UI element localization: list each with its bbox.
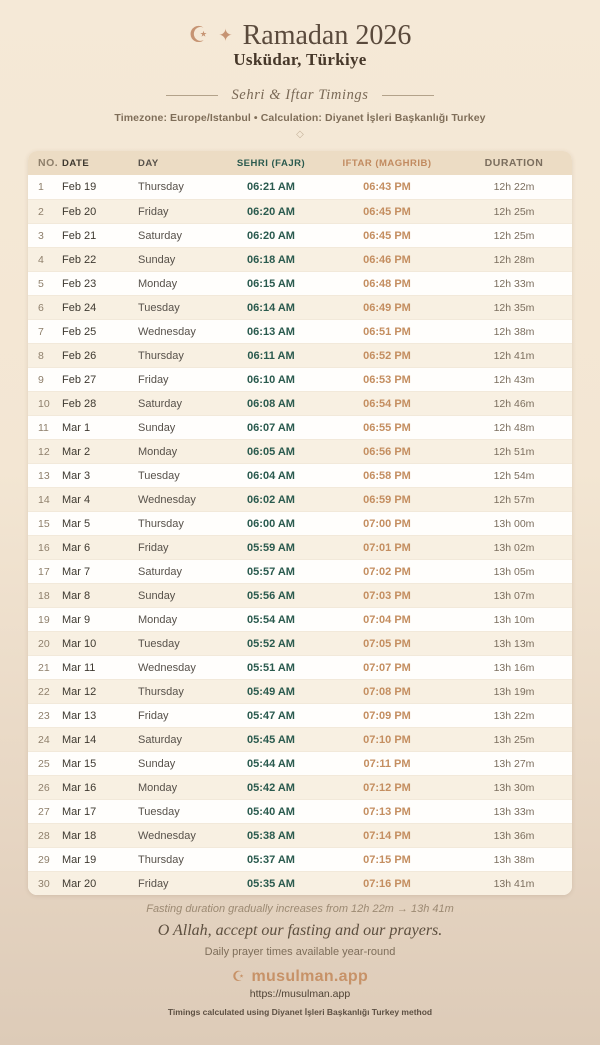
row-number: 17 <box>38 565 50 578</box>
sehri-time-cell: 06:15 AM <box>247 277 295 290</box>
brand-url-link[interactable]: https://musulman.app <box>249 988 351 1000</box>
duration-cell: 12h 38m <box>493 325 535 338</box>
row-number: 26 <box>38 781 50 794</box>
table-row <box>28 343 572 367</box>
day-cell: Friday <box>138 877 169 890</box>
table-row <box>28 223 572 247</box>
table-row <box>28 559 572 583</box>
iftar-time-cell: 07:14 PM <box>363 829 411 842</box>
calculation-method-note: Timings calculated using Diyanet İşleri Başkanlığı Turkey method <box>167 1007 433 1017</box>
column-header-date: DATE <box>62 157 90 169</box>
page-header <box>0 0 600 141</box>
sehri-time-cell: 05:40 AM <box>247 805 295 818</box>
table-row <box>28 871 572 895</box>
sehri-time-cell: 05:42 AM <box>247 781 295 794</box>
day-cell: Sunday <box>138 589 176 602</box>
iftar-time-cell: 06:43 PM <box>363 181 411 193</box>
date-cell: Mar 8 <box>62 589 91 602</box>
duration-cell: 12h 57m <box>493 493 535 506</box>
day-cell: Tuesday <box>138 301 180 314</box>
day-cell: Saturday <box>138 229 183 242</box>
table-row <box>28 511 572 535</box>
column-header-day: DAY <box>138 157 159 169</box>
crescent-star-icon: ☪ <box>188 23 209 48</box>
sehri-time-cell: 06:08 AM <box>247 397 295 410</box>
sehri-time-cell: 06:10 AM <box>247 373 295 386</box>
page-footer <box>0 903 600 1017</box>
sehri-time-cell: 05:52 AM <box>247 637 295 650</box>
sehri-time-cell: 06:14 AM <box>247 301 295 314</box>
iftar-time-cell: 06:56 PM <box>363 445 411 458</box>
day-cell: Tuesday <box>138 469 180 482</box>
duration-cell: 13h 10m <box>493 613 535 626</box>
table-row <box>28 367 572 391</box>
row-number: 21 <box>38 661 50 674</box>
day-cell: Wednesday <box>138 493 196 506</box>
title-row <box>0 20 600 52</box>
duration-cell: 12h 25m <box>493 205 535 218</box>
tagline-text: Sehri & Iftar Timings <box>231 87 369 103</box>
dua-text: O Allah, accept our fasting and our prayers. <box>157 922 443 939</box>
iftar-time-cell: 07:07 PM <box>363 661 411 674</box>
iftar-time-cell: 07:04 PM <box>363 613 411 626</box>
table-row <box>28 199 572 223</box>
sehri-time-cell: 06:20 AM <box>247 229 295 242</box>
sehri-time-cell: 05:38 AM <box>247 829 295 842</box>
duration-cell: 13h 16m <box>493 661 535 674</box>
duration-cell: 13h 41m <box>493 877 535 890</box>
duration-cell: 12h 46m <box>493 397 535 410</box>
row-number: 8 <box>38 349 44 362</box>
date-cell: Mar 13 <box>62 709 97 722</box>
duration-cell: 12h 28m <box>493 253 535 266</box>
sparkle-icon: ✦ <box>218 25 233 46</box>
date-cell: Mar 4 <box>62 493 91 506</box>
table-row <box>28 679 572 703</box>
date-cell: Feb 27 <box>62 373 97 386</box>
iftar-time-cell: 07:12 PM <box>363 781 411 794</box>
day-cell: Friday <box>138 541 169 554</box>
timings-table <box>28 151 572 895</box>
row-number: 25 <box>38 757 50 770</box>
column-header-sehri: SEHRI (FAJR) <box>236 157 306 169</box>
iftar-time-cell: 06:48 PM <box>363 277 411 290</box>
brand-name: musulman.app <box>251 968 369 985</box>
table-row <box>28 607 572 631</box>
row-number: 27 <box>38 805 50 818</box>
date-cell: Mar 17 <box>62 805 97 818</box>
duration-cell: 12h 48m <box>493 421 535 434</box>
day-cell: Saturday <box>138 397 183 410</box>
row-number: 24 <box>38 733 50 746</box>
row-number: 2 <box>38 205 44 218</box>
day-cell: Sunday <box>138 757 176 770</box>
duration-cell: 13h 02m <box>493 541 535 554</box>
day-cell: Monday <box>138 613 178 626</box>
sehri-time-cell: 06:00 AM <box>247 517 295 530</box>
sehri-time-cell: 05:44 AM <box>247 757 295 770</box>
sehri-time-cell: 05:47 AM <box>247 709 295 722</box>
row-number: 23 <box>38 709 50 722</box>
row-number: 10 <box>38 397 50 410</box>
row-number: 1 <box>38 181 44 193</box>
sehri-time-cell: 06:05 AM <box>247 445 295 458</box>
sehri-time-cell: 06:11 AM <box>247 349 295 362</box>
iftar-time-cell: 07:03 PM <box>363 589 411 602</box>
iftar-time-cell: 06:46 PM <box>363 253 411 266</box>
duration-cell: 12h 51m <box>493 445 535 458</box>
duration-cell: 13h 36m <box>493 829 535 842</box>
date-cell: Mar 7 <box>62 565 91 578</box>
duration-cell: 13h 25m <box>493 733 535 746</box>
sehri-time-cell: 05:54 AM <box>247 613 295 626</box>
sehri-time-cell: 06:07 AM <box>247 421 295 434</box>
iftar-time-cell: 07:10 PM <box>363 733 411 746</box>
date-cell: Mar 3 <box>62 469 91 482</box>
duration-cell: 13h 30m <box>493 781 535 794</box>
day-cell: Friday <box>138 709 169 722</box>
row-number: 13 <box>38 469 50 482</box>
divider-line <box>166 95 218 96</box>
table-row <box>28 247 572 271</box>
row-number: 5 <box>38 277 44 290</box>
table-row <box>28 727 572 751</box>
iftar-time-cell: 06:53 PM <box>363 373 411 386</box>
table-row <box>28 295 572 319</box>
divider-line <box>382 95 434 96</box>
iftar-time-cell: 07:01 PM <box>363 541 411 554</box>
table-row <box>28 463 572 487</box>
duration-cell: 13h 00m <box>493 517 535 530</box>
iftar-time-cell: 06:51 PM <box>363 325 411 338</box>
date-cell: Mar 19 <box>62 853 97 866</box>
row-number: 28 <box>38 829 50 842</box>
sehri-time-cell: 06:21 AM <box>247 181 295 193</box>
date-cell: Mar 12 <box>62 685 97 698</box>
table-row <box>28 439 572 463</box>
day-cell: Wednesday <box>138 661 196 674</box>
day-cell: Friday <box>138 205 169 218</box>
iftar-time-cell: 06:45 PM <box>363 229 411 242</box>
iftar-time-cell: 06:49 PM <box>363 301 411 314</box>
day-cell: Thursday <box>138 349 184 362</box>
table-row <box>28 751 572 775</box>
sehri-time-cell: 05:35 AM <box>247 877 295 890</box>
duration-cell: 13h 07m <box>493 589 535 602</box>
date-cell: Mar 11 <box>62 661 96 674</box>
sehri-time-cell: 06:20 AM <box>247 205 295 218</box>
duration-cell: 13h 27m <box>493 757 535 770</box>
date-cell: Mar 15 <box>62 757 97 770</box>
duration-cell: 13h 22m <box>493 709 535 722</box>
duration-cell: 13h 05m <box>493 565 535 578</box>
day-cell: Monday <box>138 445 178 458</box>
row-number: 22 <box>38 685 50 698</box>
date-cell: Mar 10 <box>62 637 97 650</box>
date-cell: Feb 19 <box>62 181 97 193</box>
sehri-time-cell: 05:51 AM <box>247 661 295 674</box>
brand-row[interactable] <box>0 968 600 986</box>
day-cell: Friday <box>138 373 169 386</box>
date-cell: Mar 6 <box>62 541 91 554</box>
iftar-time-cell: 06:45 PM <box>363 205 411 218</box>
date-cell: Mar 16 <box>62 781 97 794</box>
date-cell: Mar 20 <box>62 877 97 890</box>
table-row <box>28 631 572 655</box>
day-cell: Thursday <box>138 181 184 193</box>
table-row <box>28 487 572 511</box>
iftar-time-cell: 06:54 PM <box>363 397 411 410</box>
duration-cell: 12h 41m <box>493 349 535 362</box>
table-row <box>28 823 572 847</box>
day-cell: Saturday <box>138 565 183 578</box>
row-number: 18 <box>38 589 50 602</box>
iftar-time-cell: 07:00 PM <box>363 517 411 530</box>
date-cell: Feb 22 <box>62 253 97 266</box>
location-subtitle: Usküdar, Türkiye <box>233 50 367 69</box>
column-header-duration: DURATION <box>484 157 544 169</box>
sehri-time-cell: 06:02 AM <box>247 493 295 506</box>
duration-cell: 12h 33m <box>493 277 535 290</box>
table-row <box>28 271 572 295</box>
iftar-time-cell: 07:05 PM <box>363 637 411 650</box>
table-row <box>28 775 572 799</box>
date-cell: Mar 1 <box>62 421 91 434</box>
date-cell: Mar 5 <box>62 517 91 530</box>
column-header-no: NO. <box>38 157 59 169</box>
iftar-time-cell: 07:13 PM <box>363 805 411 818</box>
availability-text: Daily prayer times available year-round <box>204 946 396 958</box>
sehri-time-cell: 06:04 AM <box>247 469 295 482</box>
row-number: 12 <box>38 445 50 458</box>
duration-cell: 12h 54m <box>493 469 535 482</box>
day-cell: Thursday <box>138 517 184 530</box>
duration-cell: 12h 22m <box>493 181 535 193</box>
iftar-time-cell: 06:58 PM <box>363 469 411 482</box>
table-row <box>28 583 572 607</box>
sehri-time-cell: 05:45 AM <box>247 733 295 746</box>
iftar-time-cell: 07:15 PM <box>363 853 411 866</box>
date-cell: Feb 28 <box>62 397 97 410</box>
duration-cell: 12h 43m <box>493 373 535 386</box>
sehri-time-cell: 05:59 AM <box>247 541 295 554</box>
page-title: Ramadan 2026 <box>242 20 412 51</box>
duration-cell: 13h 13m <box>493 637 535 650</box>
date-cell: Feb 26 <box>62 349 97 362</box>
table-row <box>28 415 572 439</box>
row-number: 7 <box>38 325 44 338</box>
iftar-time-cell: 06:59 PM <box>363 493 411 506</box>
date-cell: Mar 2 <box>62 445 91 458</box>
day-cell: Saturday <box>138 733 183 746</box>
date-cell: Mar 9 <box>62 613 91 626</box>
row-number: 29 <box>38 853 50 866</box>
day-cell: Thursday <box>138 853 184 866</box>
row-number: 30 <box>38 877 50 890</box>
row-number: 14 <box>38 493 50 506</box>
iftar-time-cell: 07:08 PM <box>363 685 411 698</box>
crescent-star-icon: ☪ <box>231 969 245 985</box>
row-number: 11 <box>38 421 49 434</box>
date-cell: Feb 23 <box>62 277 97 290</box>
sehri-time-cell: 06:13 AM <box>247 325 295 338</box>
date-cell: Mar 14 <box>62 733 97 746</box>
duration-cell: 13h 33m <box>493 805 535 818</box>
day-cell: Sunday <box>138 253 176 266</box>
day-cell: Tuesday <box>138 805 180 818</box>
sehri-time-cell: 05:56 AM <box>247 589 295 602</box>
iftar-time-cell: 07:09 PM <box>363 709 411 722</box>
timezone-calculation-meta: Timezone: Europe/Istanbul • Calculation: Diyanet İşleri Başkanlığı Turkey <box>114 112 486 124</box>
row-number: 15 <box>38 517 50 530</box>
table-row <box>28 799 572 823</box>
sehri-time-cell: 06:18 AM <box>247 253 295 266</box>
table-row <box>28 655 572 679</box>
iftar-time-cell: 07:11 PM <box>363 757 411 770</box>
duration-cell: 12h 25m <box>493 229 535 242</box>
day-cell: Wednesday <box>138 829 196 842</box>
day-cell: Monday <box>138 277 178 290</box>
iftar-time-cell: 06:52 PM <box>363 349 411 362</box>
date-cell: Feb 21 <box>62 229 97 242</box>
table-row <box>28 175 572 199</box>
sehri-time-cell: 05:49 AM <box>247 685 295 698</box>
table-row <box>28 847 572 871</box>
table-row <box>28 391 572 415</box>
day-cell: Thursday <box>138 685 184 698</box>
column-header-iftar: IFTAR (MAGHRIB) <box>342 157 432 169</box>
date-cell: Feb 25 <box>62 325 97 338</box>
row-number: 19 <box>38 613 50 626</box>
date-cell: Mar 18 <box>62 829 97 842</box>
table-row <box>28 535 572 559</box>
table-row <box>28 703 572 727</box>
day-cell: Monday <box>138 781 178 794</box>
row-number: 4 <box>38 253 44 266</box>
diamond-ornament-icon: ◇ <box>296 129 304 140</box>
date-cell: Feb 20 <box>62 205 97 218</box>
iftar-time-cell: 07:16 PM <box>363 877 411 890</box>
day-cell: Sunday <box>138 421 176 434</box>
iftar-time-cell: 07:02 PM <box>363 565 411 578</box>
sehri-time-cell: 05:37 AM <box>247 853 295 866</box>
row-number: 6 <box>38 301 44 314</box>
row-number: 3 <box>38 229 44 242</box>
fasting-duration-note: Fasting duration gradually increases from 12h 22m → 13h 41m <box>146 903 454 915</box>
table-body <box>28 175 572 895</box>
row-number: 20 <box>38 637 50 650</box>
day-cell: Wednesday <box>138 325 196 338</box>
table-row <box>28 319 572 343</box>
duration-cell: 13h 38m <box>493 853 535 866</box>
row-number: 9 <box>38 373 44 386</box>
duration-cell: 12h 35m <box>493 301 535 314</box>
row-number: 16 <box>38 541 50 554</box>
date-cell: Feb 24 <box>62 301 97 314</box>
sehri-time-cell: 05:57 AM <box>247 565 295 578</box>
table-header-row <box>28 151 572 175</box>
day-cell: Tuesday <box>138 637 180 650</box>
duration-cell: 13h 19m <box>493 685 535 698</box>
iftar-time-cell: 06:55 PM <box>363 421 411 434</box>
tagline-row <box>0 87 600 104</box>
